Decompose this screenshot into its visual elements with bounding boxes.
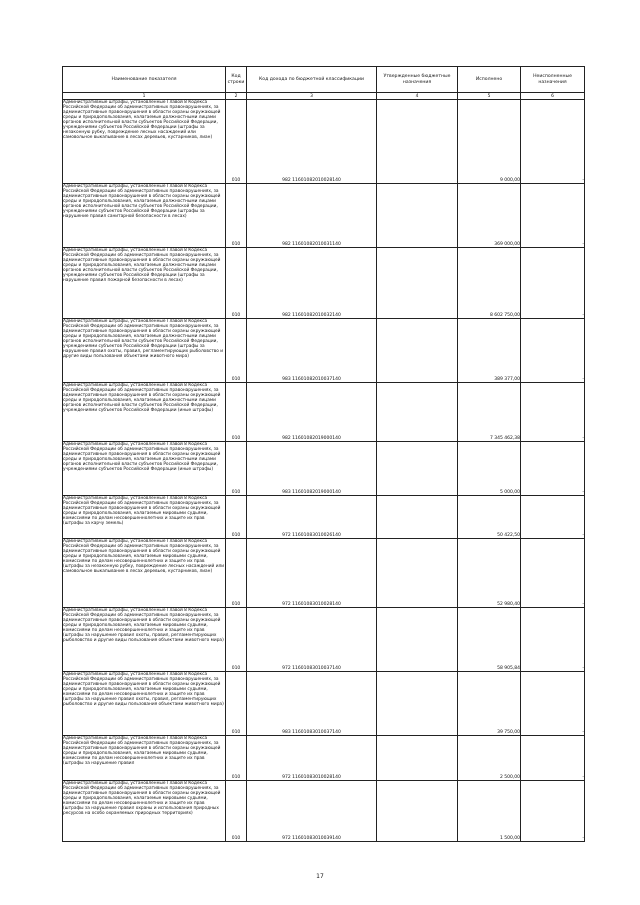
- row-kbk: 982 11601082019000140: [247, 383, 377, 442]
- header-name: Наименование показателя: [63, 67, 226, 93]
- row-code: 010: [226, 248, 247, 319]
- row-executed: 2 500,00: [458, 736, 521, 781]
- budget-execution-table: [62, 66, 585, 842]
- column-number: 1: [63, 93, 226, 100]
- row-executed: 8 602 750,00: [458, 248, 521, 319]
- row-approved: [377, 539, 458, 608]
- column-number: 5: [458, 93, 521, 100]
- row-name: Административные штрафы, установленные Главой 8 Кодекса Российской Федерации об административных правонарушениях, за административные правонарушения в области охраны окружающей среды и природопользования, налагаемые мировыми судьями, комиссиями по делам несовершеннолетних и защите их прав (штрафы за нарушение правил охоты, правил, регламентирующих рыболовство и другие виды пользования объектами животного мира): [63, 672, 226, 736]
- row-approved: [377, 184, 458, 248]
- table-row: [63, 781, 585, 842]
- table-row: [63, 672, 585, 736]
- row-approved: [377, 319, 458, 383]
- row-unexecuted: -: [521, 672, 585, 736]
- column-number: 6: [521, 93, 585, 100]
- row-approved: [377, 781, 458, 842]
- header-executed: Исполнено: [458, 67, 521, 93]
- row-executed: 50 422,50: [458, 496, 521, 539]
- row-kbk: 982 11601082010032140: [247, 248, 377, 319]
- report-sheet: [62, 66, 584, 842]
- row-executed: 7 345 462,38: [458, 383, 521, 442]
- row-name: Административные штрафы, установленные Главой 8 Кодекса Российской Федерации об административных правонарушениях, за административные правонарушения в области охраны окружающей среды и природопользования, налагаемые мировыми судьями, комиссиями по делам несовершеннолетних и защите их прав (штрафы за нарушение правил охоты, правил, регламентирующих рыболовство и другие виды пользования объектами животного мира): [63, 608, 226, 672]
- row-name: Административные штрафы, установленные Главой 8 Кодекса Российской Федерации об административных правонарушениях, за административные правонарушения в области охраны окружающей среды и природопользования, налагаемые должностными лицами органов исполнительной власти субъектов Российской Федерации, учреждениями субъектов Российской Федерации (штрафы за нарушение правил охоты, правил, регламентирующих рыболовство и другие виды пользования объектами животного мира): [63, 319, 226, 383]
- row-code: 010: [226, 608, 247, 672]
- row-kbk: 982 11601082010031140: [247, 184, 377, 248]
- row-name: Административные штрафы, установленные Главой 8 Кодекса Российской Федерации об административных правонарушениях, за административные правонарушения в области охраны окружающей среды и природопользования, налагаемые должностными лицами органов исполнительной власти субъектов Российской Федерации, учреждениями субъектов Российской Федерации (штрафы за нарушение правил санитарной безопасности в лесах): [63, 184, 226, 248]
- column-number: 2: [226, 93, 247, 100]
- table-row: [63, 100, 585, 184]
- row-kbk: 972 11601083010037140: [247, 608, 377, 672]
- row-code: 010: [226, 319, 247, 383]
- header-approved: Утвержденные бюджетные назначения: [377, 67, 458, 93]
- table-row: [63, 184, 585, 248]
- table-row: [63, 383, 585, 442]
- row-unexecuted: -: [521, 539, 585, 608]
- table-row: [63, 496, 585, 539]
- row-name: Административные штрафы, установленные Главой 8 Кодекса Российской Федерации об административных правонарушениях, за административные правонарушения в области охраны окружающей среды и природопользования, налагаемые мировыми судьями, комиссиями по делам несовершеннолетних и защите их прав (штрафы за нарушение правил: [63, 736, 226, 781]
- row-code: 010: [226, 672, 247, 736]
- row-executed: 369 000,00: [458, 184, 521, 248]
- row-approved: [377, 608, 458, 672]
- row-executed: 389 377,00: [458, 319, 521, 383]
- row-executed: 58 905,84: [458, 608, 521, 672]
- row-code: 010: [226, 736, 247, 781]
- row-code: 010: [226, 100, 247, 184]
- row-name: Административные штрафы, установленные Главой 8 Кодекса Российской Федерации об административных правонарушениях, за административные правонарушения в области охраны окружающей среды и природопользования, налагаемые должностными лицами органов исполнительной власти субъектов Российской Федерации, учреждениями субъектов Российской Федерации (иные штрафы): [63, 442, 226, 496]
- row-approved: [377, 496, 458, 539]
- row-kbk: 972 11601083010028140: [247, 736, 377, 781]
- row-code: 010: [226, 781, 247, 842]
- table-row: [63, 248, 585, 319]
- column-number-row: [63, 93, 585, 100]
- row-unexecuted: -: [521, 319, 585, 383]
- row-name: Административные штрафы, установленные Главой 8 Кодекса Российской Федерации об административных правонарушениях, за административные правонарушения в области охраны окружающей среды и природопользования, налагаемые мировыми судьями, комиссиями по делам несовершеннолетних и защите их прав (штрафы за незаконную рубку, повреждение лесных насаждений или самовольное выкапывание в лесах деревьев, кустарников, лиан): [63, 539, 226, 608]
- row-executed: 5 000,00: [458, 442, 521, 496]
- row-unexecuted: -: [521, 184, 585, 248]
- row-approved: [377, 100, 458, 184]
- row-kbk: 972 11601083010026140: [247, 496, 377, 539]
- table-row: [63, 736, 585, 781]
- row-code: 010: [226, 539, 247, 608]
- row-executed: 52 980,40: [458, 539, 521, 608]
- table-header-row: [63, 67, 585, 93]
- row-kbk: 983 11601082019000140: [247, 442, 377, 496]
- table-row: [63, 608, 585, 672]
- table-body: [63, 100, 585, 842]
- row-code: 010: [226, 496, 247, 539]
- row-approved: [377, 736, 458, 781]
- row-name: Административные штрафы, установленные Главой 8 Кодекса Российской Федерации об административных правонарушениях, за административные правонарушения в области охраны окружающей среды и природопользования, налагаемые мировыми судьями, комиссиями по делам несовершеннолетних и защите их прав (штрафы за нарушение правил охраны и использования природных ресурсов на особо охраняемых природных территориях): [63, 781, 226, 842]
- table-row: [63, 539, 585, 608]
- row-code: 010: [226, 184, 247, 248]
- row-unexecuted: -: [521, 383, 585, 442]
- row-unexecuted: -: [521, 736, 585, 781]
- row-kbk: 972 11601083010028140: [247, 539, 377, 608]
- row-unexecuted: -: [521, 781, 585, 842]
- row-approved: [377, 383, 458, 442]
- row-approved: [377, 442, 458, 496]
- row-kbk: 972 11601083010039140: [247, 781, 377, 842]
- header-kbk: Код дохода по бюджетной классификации: [247, 67, 377, 93]
- header-unexecuted: Неисполненные назначения: [521, 67, 585, 93]
- table-row: [63, 442, 585, 496]
- row-name: Административные штрафы, установленные Главой 8 Кодекса Российской Федерации об административных правонарушениях, за административные правонарушения в области охраны окружающей среды и природопользования, налагаемые мировыми судьями, комиссиями по делам несовершеннолетних и защите их прав (штрафы за карчу земель): [63, 496, 226, 539]
- column-number: 3: [247, 93, 377, 100]
- row-unexecuted: -: [521, 608, 585, 672]
- row-executed: 1 500,00: [458, 781, 521, 842]
- row-kbk: 983 11601082010037140: [247, 319, 377, 383]
- table-row: [63, 319, 585, 383]
- row-kbk: 983 11601083010037140: [247, 672, 377, 736]
- row-executed: 39 750,00: [458, 672, 521, 736]
- row-name: Административные штрафы, установленные Главой 8 Кодекса Российской Федерации об административных правонарушениях, за административные правонарушения в области охраны окружающей среды и природопользования, налагаемые должностными лицами органов исполнительной власти субъектов Российской Федерации, учреждениями субъектов Российской Федерации (иные штрафы): [63, 383, 226, 442]
- column-number: 4: [377, 93, 458, 100]
- row-code: 010: [226, 383, 247, 442]
- row-unexecuted: -: [521, 442, 585, 496]
- row-approved: [377, 248, 458, 319]
- row-name: Административные штрафы, установленные Главой 8 Кодекса Российской Федерации об административных правонарушениях, за административные правонарушения в области охраны окружающей среды и природопользования, налагаемые должностными лицами органов исполнительной власти субъектов Российской Федерации, учреждениями субъектов Российской Федерации (штрафы за незаконную рубку, повреждение лесных насаждений или самовольное выкапывание в лесах деревьев, кустарников, лиан): [63, 100, 226, 184]
- row-kbk: 982 11601082010028140: [247, 100, 377, 184]
- row-unexecuted: -: [521, 100, 585, 184]
- row-name: Административные штрафы, установленные Главой 8 Кодекса Российской Федерации об административных правонарушениях, за административные правонарушения в области охраны окружающей среды и природопользования, налагаемые должностными лицами органов исполнительной власти субъектов Российской Федерации, учреждениями субъектов Российской Федерации (штрафы за нарушение правил пожарной безопасности в лесах): [63, 248, 226, 319]
- row-unexecuted: -: [521, 248, 585, 319]
- row-unexecuted: -: [521, 496, 585, 539]
- row-approved: [377, 672, 458, 736]
- header-code: Код строки: [226, 67, 247, 93]
- row-executed: 9 000,00: [458, 100, 521, 184]
- row-code: 010: [226, 442, 247, 496]
- page-number: 17: [316, 873, 324, 880]
